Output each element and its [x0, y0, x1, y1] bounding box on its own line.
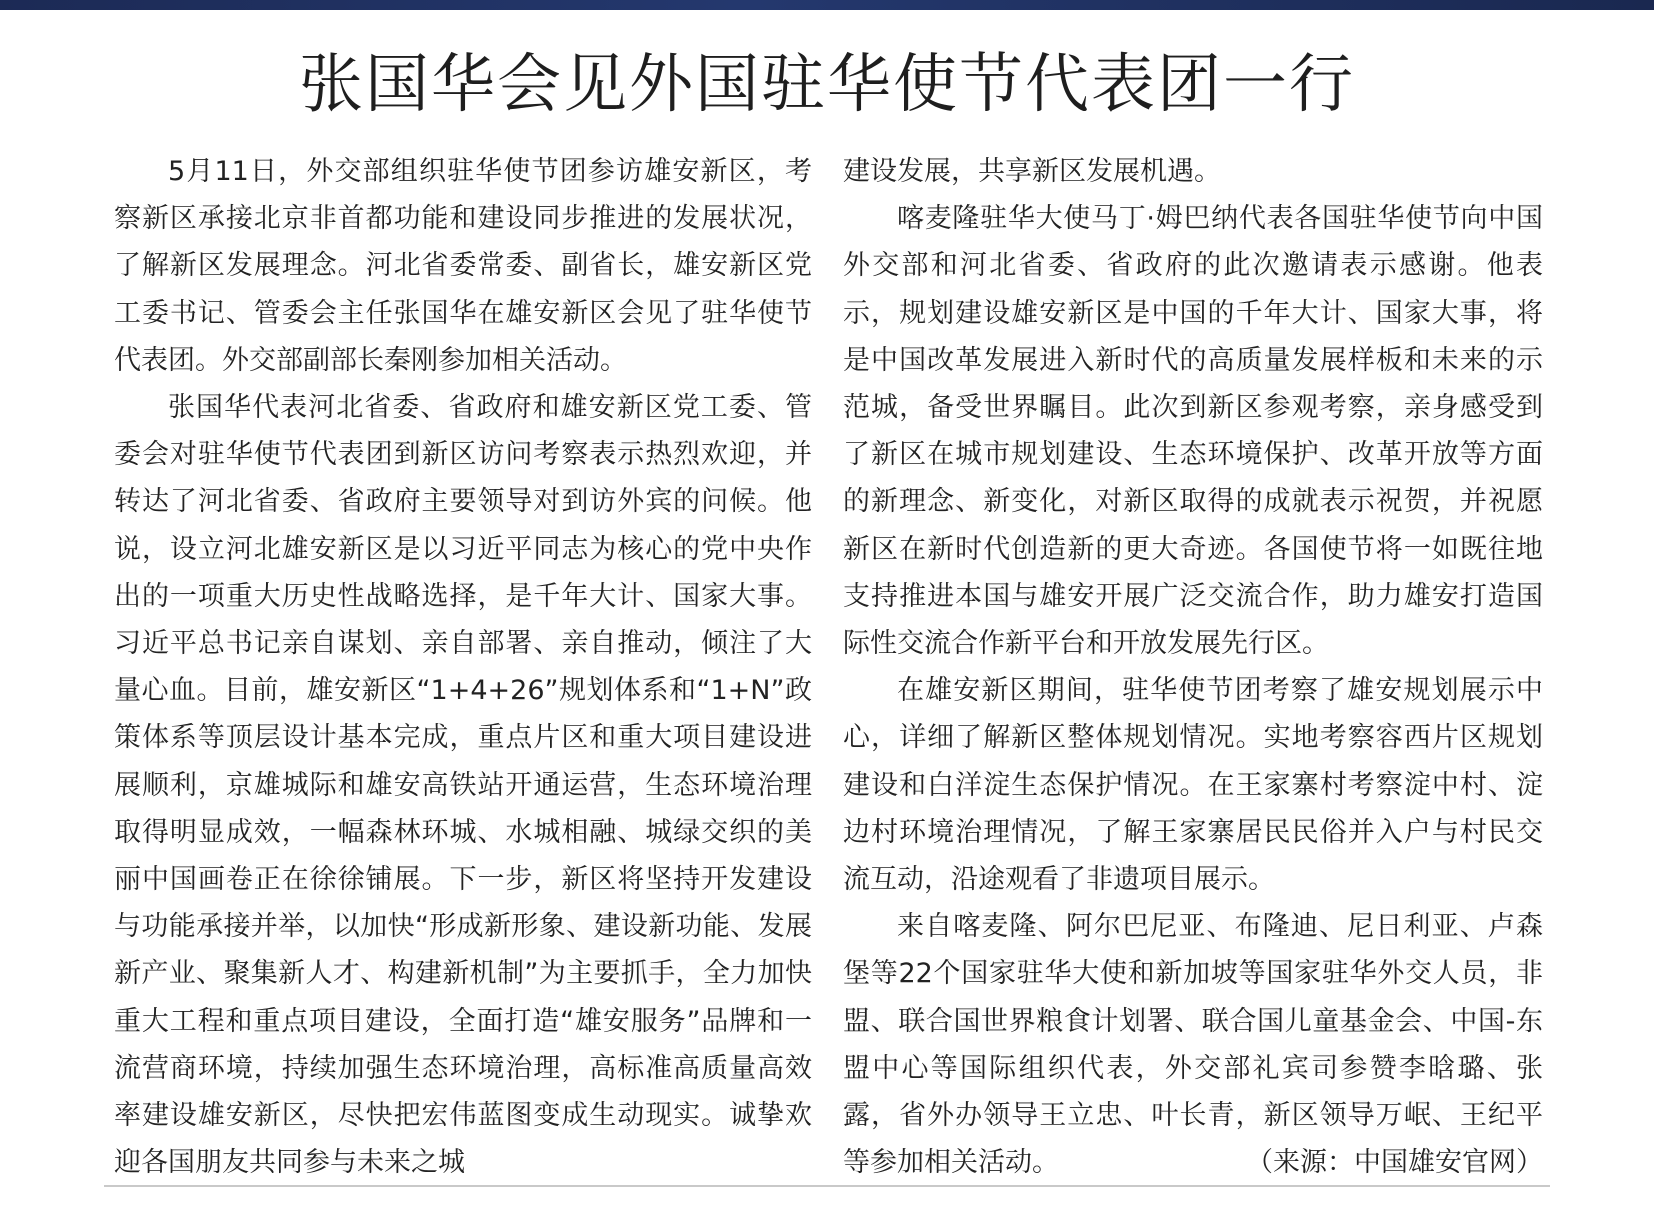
left-column: [114, 148, 812, 1178]
paragraph-1: 5月11日，外交部组织驻华使节团参访雄安新区，考察新区承接北京非首都功能和建设同步推进的发展状况，了解新区发展理念。河北省委常委、副省长，雄安新区党工委书记、管委会主任张国华在雄安新区会见了驻华使节代表团。外交部副部长秦刚参加相关活动。: [114, 156, 812, 376]
paragraph-2-continuation: 建设发展，共享新区发展机遇。: [843, 156, 1221, 187]
paragraph-3: 喀麦隆驻华大使马丁·姆巴纳代表各国驻华使节向中国外交部和河北省委、省政府的此次邀请表示感谢。他表示，规划建设雄安新区是中国的千年大计、国家大事，将是中国改革发展进入新时代的高质量发展样板和未来的示范城，备受世界瞩目。此次到新区参观考察，亲身感受到了新区在城市规划建设、生态环境保护、改革开放等方面的新理念、新变化，对新区取得的成就表示祝贺，并祝愿新区在新时代创造新的更大奇迹。各国使节将一如既往地支持推进本国与雄安开展广泛交流合作，助力雄安打造国际性交流合作新平台和开放发展先行区。: [843, 203, 1543, 660]
bottom-divider: [104, 1185, 1550, 1187]
paragraph-5-text: 来自喀麦隆、阿尔巴尼亚、布隆迪、尼日利亚、卢森堡等22个国家驻华大使和新加坡等国家驻华外交人员，非盟、联合国世界粮食计划署、联合国儿童基金会、中国-东盟中心等国际组织代表，外交部礼宾司参赞李晗璐、张露，省外办领导王立忠、叶长青，新区领导万岷、王纪平等参加相关活动。: [843, 911, 1543, 1178]
right-column: [843, 148, 1543, 1178]
paragraph-4: 在雄安新区期间，驻华使节团考察了雄安规划展示中心，详细了解新区整体规划情况。实地考察容西片区规划建设和白洋淀生态保护情况。在王家寨村考察淀中村、淀边村环境治理情况，了解王家寨居民民俗并入户与村民交流互动，沿途观看了非遗项目展示。: [843, 675, 1543, 896]
paragraph-5: [843, 903, 1543, 1178]
source-credit: （来源：中国雄安官网）: [1246, 1147, 1543, 1178]
top-color-band: [0, 0, 1654, 10]
article-title: 张国华会见外国驻华使节代表团一行: [299, 48, 1355, 122]
paragraph-2: 张国华代表河北省委、省政府和雄安新区党工委、管委会对驻华使节代表团到新区访问考察表示热烈欢迎，并转达了河北省委、省政府主要领导对到访外宾的问候。他说，设立河北雄安新区是以习近平同志为核心的党中央作出的一项重大历史性战略选择，是千年大计、国家大事。习近平总书记亲自谋划、亲自部署、亲自推动，倾注了大量心血。目前，雄安新区“1+4+26”规划体系和“1+N”政策体系等顶层设计基本完成，重点片区和重大项目建设进展顺利，京雄城际和雄安高铁站开通运营，生态环境治理取得明显成效，一幅森林环城、水城相融、城绿交织的美丽中国画卷正在徐徐铺展。下一步，新区将坚持开发建设与功能承接并举，以加快“形成新形象、建设新功能、发展新产业、聚集新人才、构建新机制”为主要抓手，全力加快重大工程和重点项目建设，全面打造“雄安服务”品牌和一流营商环境，持续加强生态环境治理，高标准高质量高效率建设雄安新区，尽快把宏伟蓝图变成生动现实。诚挚欢迎各国朋友共同参与未来之城: [114, 392, 812, 1178]
